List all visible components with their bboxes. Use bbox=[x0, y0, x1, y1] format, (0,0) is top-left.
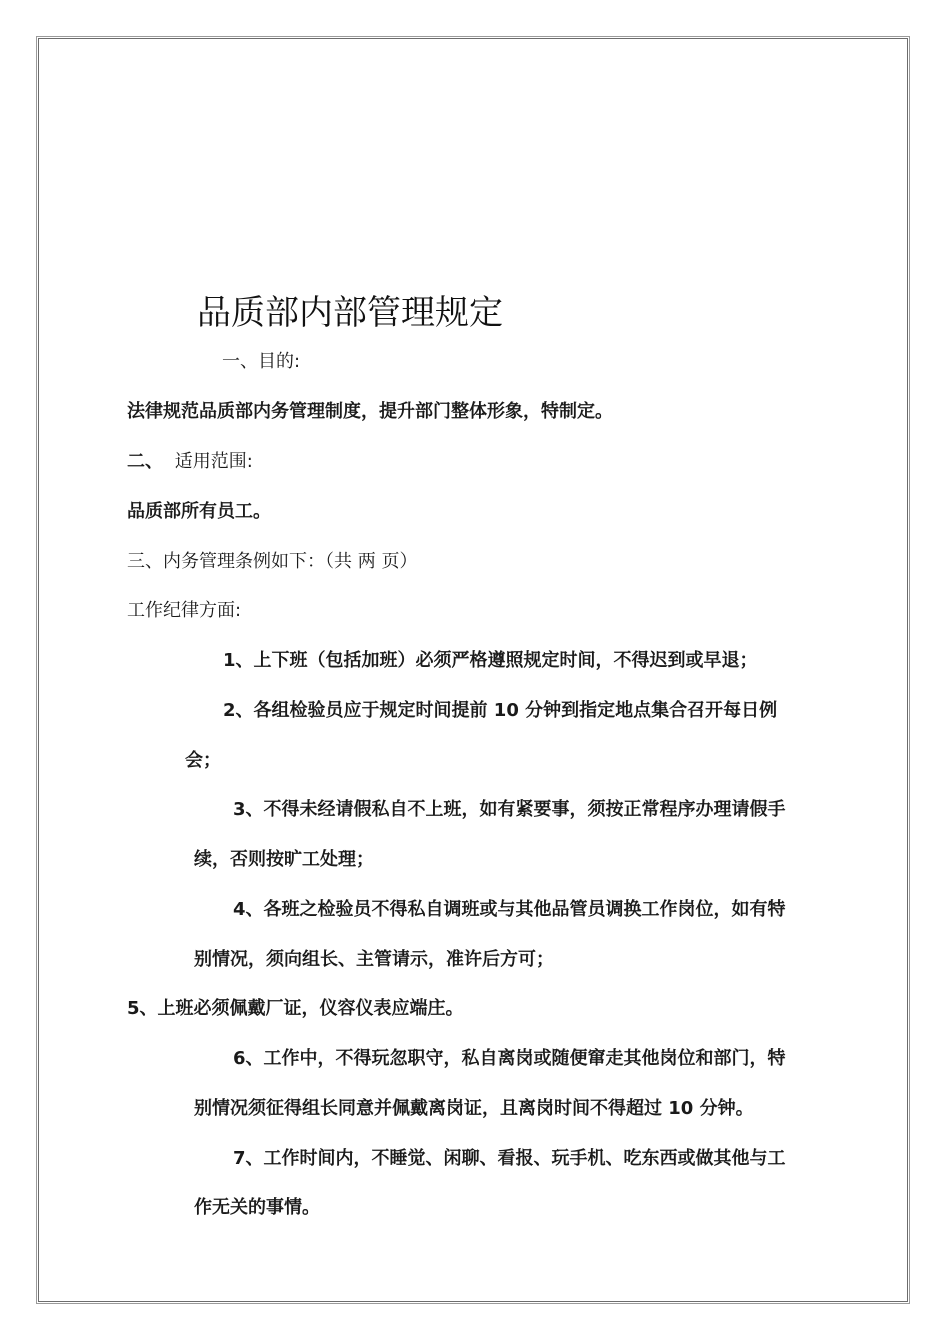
rule-4-line1: 4、各班之检验员不得私自调班或与其他品管员调换工作岗位，如有特 bbox=[233, 899, 786, 920]
rule-7-line1: 7、工作时间内，不睡觉、闲聊、看报、玩手机、吃东西或做其他与工 bbox=[233, 1148, 786, 1169]
rule-6-line2: 别情况须征得组长同意并佩戴离岗证，且离岗时间不得超过 10 分钟。 bbox=[194, 1098, 754, 1119]
rule-1-line1: 1、上下班（包括加班）必须严格遵照规定时间，不得迟到或早退； bbox=[223, 650, 758, 671]
rule-5-line1: 5、上班必须佩戴厂证，仪容仪表应端庄。 bbox=[127, 998, 464, 1019]
section1-heading: 一、目的: bbox=[222, 351, 301, 372]
rule-7-line2: 作无关的事情。 bbox=[194, 1197, 320, 1218]
rule-2-line2: 会； bbox=[185, 750, 221, 771]
rule-3-line1: 3、不得未经请假私自不上班，如有紧要事，须按正常程序办理请假手 bbox=[233, 799, 786, 820]
section2-body: 品质部所有员工。 bbox=[127, 501, 271, 522]
document-title: 品质部内部管理规定 bbox=[197, 293, 503, 333]
section2-heading-row bbox=[127, 450, 253, 474]
rule-2-line1: 2、各组检验员应于规定时间提前 10 分钟到指定地点集合召开每日例 bbox=[223, 700, 778, 721]
section2-number: 二、 bbox=[127, 451, 163, 472]
section2-heading: 适用范围: bbox=[174, 451, 253, 472]
rule-6-line1: 6、工作中，不得玩忽职守，私自离岗或随便窜走其他岗位和部门，特 bbox=[233, 1048, 786, 1069]
subsection-heading: 工作纪律方面: bbox=[127, 600, 242, 621]
section3-heading: 三、内务管理条例如下：（共 两 页） bbox=[127, 551, 418, 572]
section1-body: 法律规范品质部内务管理制度，提升部门整体形象，特制定。 bbox=[127, 401, 613, 422]
rule-4-line2: 别情况，须向组长、主管请示，准许后方可； bbox=[194, 949, 554, 970]
rule-3-line2: 续，否则按旷工处理； bbox=[194, 849, 374, 870]
